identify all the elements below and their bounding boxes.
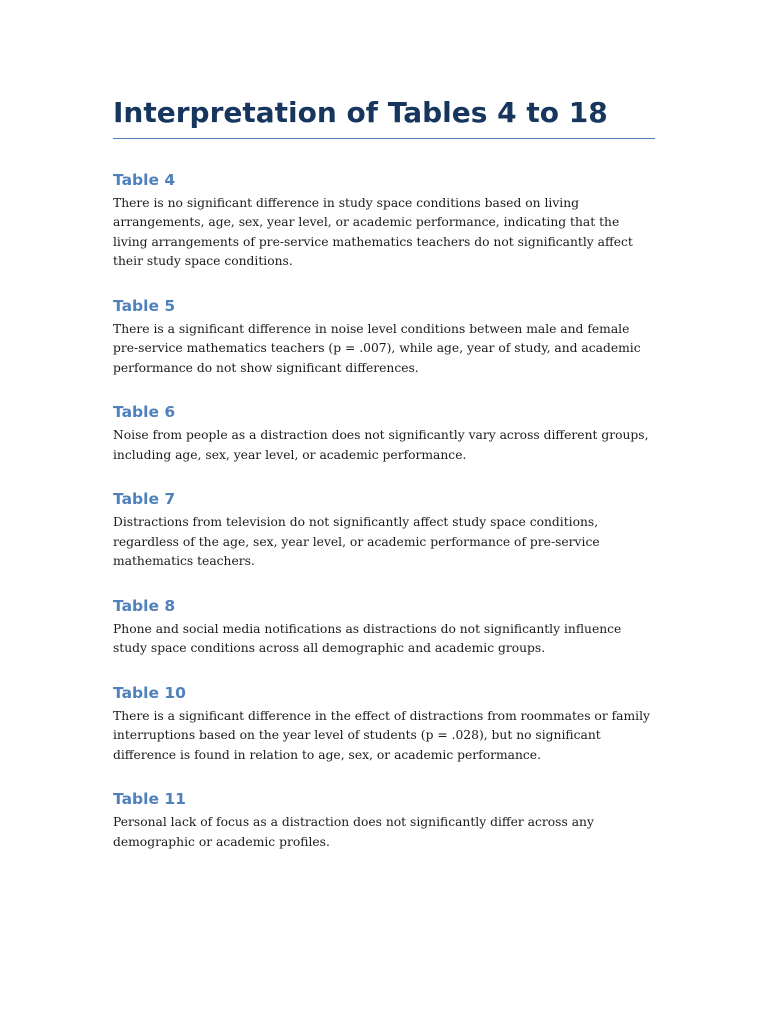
section-text: Phone and social media notifications as distractions do not significantly influence study space conditions across all demographic and academic groups. bbox=[113, 621, 622, 656]
section-text: There is a significant difference in the effect of distractions from roommates or family interruptions based on the year level of students (p = .028), but no significant difference is found in relation to age, sex, or academic performance. bbox=[113, 708, 650, 762]
section-table-5 bbox=[113, 296, 655, 379]
section-table-6 bbox=[113, 402, 655, 465]
section-heading: Table 5 bbox=[113, 296, 176, 315]
section-table-7 bbox=[113, 489, 655, 572]
section-heading: Table 10 bbox=[113, 683, 186, 702]
document-page bbox=[113, 96, 655, 852]
section-text: There is no significant difference in study space conditions based on living arrangements, age, sex, year level, or academic performance, indicating that the living arrangements of pre-service mathematics teachers do not significantly affect their study space conditions. bbox=[113, 195, 633, 269]
section-table-10 bbox=[113, 683, 655, 766]
section-heading: Table 8 bbox=[113, 596, 176, 615]
section-heading: Table 6 bbox=[113, 403, 176, 422]
section-table-8 bbox=[113, 596, 655, 659]
section-table-11 bbox=[113, 789, 655, 852]
section-text: Distractions from television do not significantly affect study space conditions, regardless of the age, sex, year level, or academic performance of pre-service mathematics teachers. bbox=[113, 515, 600, 569]
section-heading: Table 4 bbox=[113, 170, 176, 189]
section-table-4 bbox=[113, 170, 655, 272]
section-text: Noise from people as a distraction does not significantly vary across different groups, including age, sex, year level, or academic performance. bbox=[113, 428, 649, 462]
section-heading: Table 11 bbox=[113, 790, 186, 809]
section-text: Personal lack of focus as a distraction does not significantly differ across any demographic or academic profiles. bbox=[113, 815, 594, 849]
document-title: Interpretation of Tables 4 to 18 bbox=[113, 96, 655, 139]
section-heading: Table 7 bbox=[113, 490, 176, 509]
section-text: There is a significant difference in noise level conditions between male and female pre-service mathematics teachers (p = .007), while age, year of study, and academic performance do not show significant differences. bbox=[113, 321, 641, 375]
